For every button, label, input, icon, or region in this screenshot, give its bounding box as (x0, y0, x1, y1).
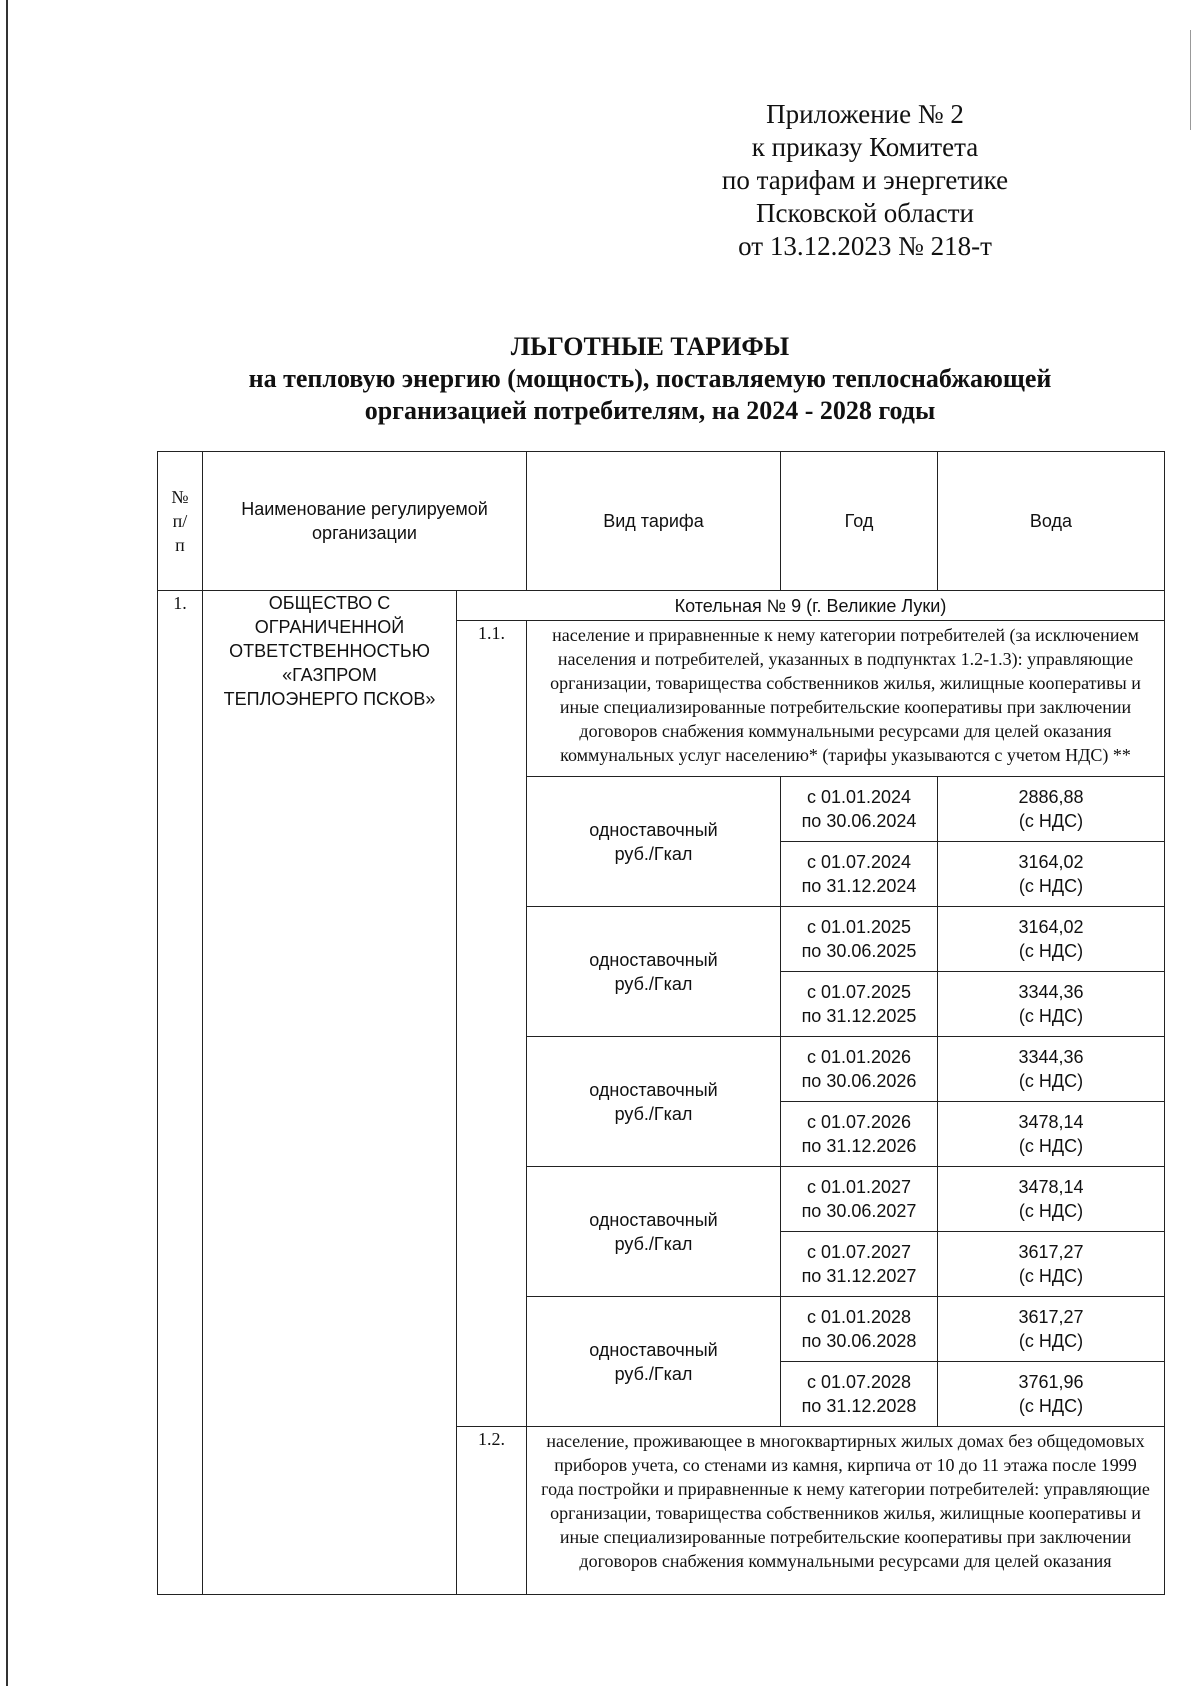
period-to: по 30.06.2028 (801, 1331, 917, 1351)
period-cell (781, 1297, 938, 1362)
tariff-value: 3617,27 (1018, 1242, 1084, 1262)
subgroup-description (527, 621, 1165, 777)
period-to: по 31.12.2026 (801, 1136, 917, 1156)
boiler-name (457, 591, 1165, 621)
period-from: с 01.07.2027 (806, 1242, 912, 1262)
subgroup-description-text: население и приравненные к нему категории потребителей (за исключением населения и потребителей, указанных в подпунктах 1.2-1.3): управляющие организации, товарищества собственников жилья, жилищные кооперативы и иные специализированные потребительские кооперативы при заключении договоров снабжения коммунальными ресурсами для целей оказания коммунальных услуг населению* (тарифы указываются с учетом НДС) ** (550, 625, 1141, 765)
subgroup-description-text: население, проживающее в многоквартирных жилых домах без общедомовых приборов учета, со стенами из камня, кирпича от 10 до 11 этажа после 1999 года постройки и приравненные к нему категории потребителей: управляющие организации, товарищества собственников жилья, жилищные кооперативы и иные специализированные потребительские кооперативы при заключении договоров снабжения коммунальными ресурсами для целей оказания (541, 1431, 1150, 1571)
header-year-label: Год (844, 511, 874, 531)
scan-edge-mark (1190, 30, 1191, 130)
period-from: с 01.01.2026 (806, 1047, 912, 1067)
period-from: с 01.07.2026 (806, 1112, 912, 1132)
value-cell (938, 1297, 1165, 1362)
value-cell (938, 1232, 1165, 1297)
period-cell (781, 907, 938, 972)
row-number-label: 1. (173, 593, 187, 613)
tariff-type-label: одноставочный руб./Гкал (589, 1339, 718, 1384)
tariff-value: 3344,36 (1018, 982, 1084, 1002)
period-from: с 01.01.2027 (806, 1177, 912, 1197)
header-number-label: № п/ п (171, 487, 189, 555)
period-to: по 31.12.2028 (801, 1396, 917, 1416)
period-to: по 30.06.2025 (801, 941, 917, 961)
tariff-value: 3617,27 (1018, 1307, 1084, 1327)
title-line: организацией потребителям, на 2024 - 2028 годы (364, 396, 936, 425)
period-cell (781, 1362, 938, 1427)
value-cell (938, 1167, 1165, 1232)
value-cell (938, 1037, 1165, 1102)
tariff-vat-note: (с НДС) (1018, 1071, 1084, 1091)
tariff-type-label: одноставочный руб./Гкал (589, 819, 718, 864)
tariff-vat-note: (с НДС) (1018, 1331, 1084, 1351)
scan-edge-line (6, 0, 8, 1686)
tariff-value: 3164,02 (1018, 852, 1084, 872)
appendix-line: Псковской области (755, 198, 974, 228)
period-cell (781, 1167, 938, 1232)
title-line: ЛЬГОТНЫЕ ТАРИФЫ (510, 332, 790, 361)
subgroup-description (527, 1427, 1165, 1595)
tariff-table (157, 451, 1165, 1595)
period-cell (781, 777, 938, 842)
tariff-value: 2886,88 (1018, 787, 1084, 807)
header-tariff-type-label: Вид тарифа (603, 511, 704, 531)
period-cell (781, 1232, 938, 1297)
subgroup-number-label: 1.1. (478, 623, 505, 643)
tariff-value: 3478,14 (1018, 1177, 1084, 1197)
tariff-vat-note: (с НДС) (1018, 1136, 1084, 1156)
period-from: с 01.07.2024 (806, 852, 912, 872)
value-cell (938, 777, 1165, 842)
appendix-line: Приложение № 2 (766, 99, 964, 129)
period-to: по 31.12.2027 (801, 1266, 917, 1286)
period-from: с 01.01.2025 (806, 917, 912, 937)
tariff-type-cell (527, 777, 781, 907)
boiler-name-label: Котельная № 9 (г. Великие Луки) (674, 595, 947, 616)
period-from: с 01.01.2024 (806, 787, 912, 807)
tariff-vat-note: (с НДС) (1018, 1266, 1084, 1286)
subgroup-number (457, 1427, 527, 1595)
period-to: по 30.06.2024 (801, 811, 917, 831)
tariff-vat-note: (с НДС) (1018, 1006, 1084, 1026)
tariff-type-cell (527, 1167, 781, 1297)
period-from: с 01.07.2025 (806, 982, 912, 1002)
tariff-vat-note: (с НДС) (1018, 1396, 1084, 1416)
tariff-type-cell (527, 907, 781, 1037)
tariff-value: 3164,02 (1018, 917, 1084, 937)
document-title (150, 331, 1150, 427)
organization-name-label: ОБЩЕСТВО С ОГРАНИЧЕННОЙ ОТВЕТСТВЕННОСТЬЮ «ГАЗПРОМ ТЕПЛОЭНЕРГО ПСКОВ» (223, 593, 436, 709)
period-from: с 01.01.2028 (806, 1307, 912, 1327)
header-organization-label: Наименование регулируемой организации (241, 499, 488, 543)
period-cell (781, 1037, 938, 1102)
organization-name (203, 591, 457, 1595)
header-number (158, 452, 203, 591)
period-to: по 31.12.2025 (801, 1006, 917, 1026)
value-cell (938, 1362, 1165, 1427)
period-cell (781, 1102, 938, 1167)
tariff-type-label: одноставочный руб./Гкал (589, 1209, 718, 1254)
value-cell (938, 842, 1165, 907)
tariff-vat-note: (с НДС) (1018, 1201, 1084, 1221)
boiler-row (158, 591, 1165, 621)
header-organization (203, 452, 527, 591)
subgroup-number-label: 1.2. (478, 1429, 505, 1449)
tariff-vat-note: (с НДС) (1018, 941, 1084, 961)
tariff-type-label: одноставочный руб./Гкал (589, 1079, 718, 1124)
table-header-row (158, 452, 1165, 591)
header-water (938, 452, 1165, 591)
tariff-type-cell (527, 1037, 781, 1167)
header-tariff-type (527, 452, 781, 591)
tariff-value: 3344,36 (1018, 1047, 1084, 1067)
title-line: на тепловую энергию (мощность), поставляемую теплоснабжающей (248, 364, 1052, 393)
period-cell (781, 842, 938, 907)
period-from: с 01.07.2028 (806, 1372, 912, 1392)
tariff-vat-note: (с НДС) (1018, 811, 1084, 831)
period-cell (781, 972, 938, 1037)
tariff-value: 3761,96 (1018, 1372, 1084, 1392)
value-cell (938, 972, 1165, 1037)
value-cell (938, 1102, 1165, 1167)
period-to: по 30.06.2026 (801, 1071, 917, 1091)
row-number (158, 591, 203, 1595)
appendix-line: к приказу Комитета (751, 132, 979, 162)
tariff-vat-note: (с НДС) (1018, 876, 1084, 896)
subgroup-number (457, 621, 527, 1427)
tariff-value: 3478,14 (1018, 1112, 1084, 1132)
appendix-line: от 13.12.2023 № 218-т (738, 231, 992, 261)
period-to: по 30.06.2027 (801, 1201, 917, 1221)
value-cell (938, 907, 1165, 972)
tariff-type-label: одноставочный руб./Гкал (589, 949, 718, 994)
header-year (781, 452, 938, 591)
tariff-type-cell (527, 1297, 781, 1427)
appendix-line: по тарифам и энергетике (721, 165, 1009, 195)
appendix-header (690, 98, 1040, 263)
period-to: по 31.12.2024 (801, 876, 917, 896)
header-water-label: Вода (1029, 511, 1073, 531)
